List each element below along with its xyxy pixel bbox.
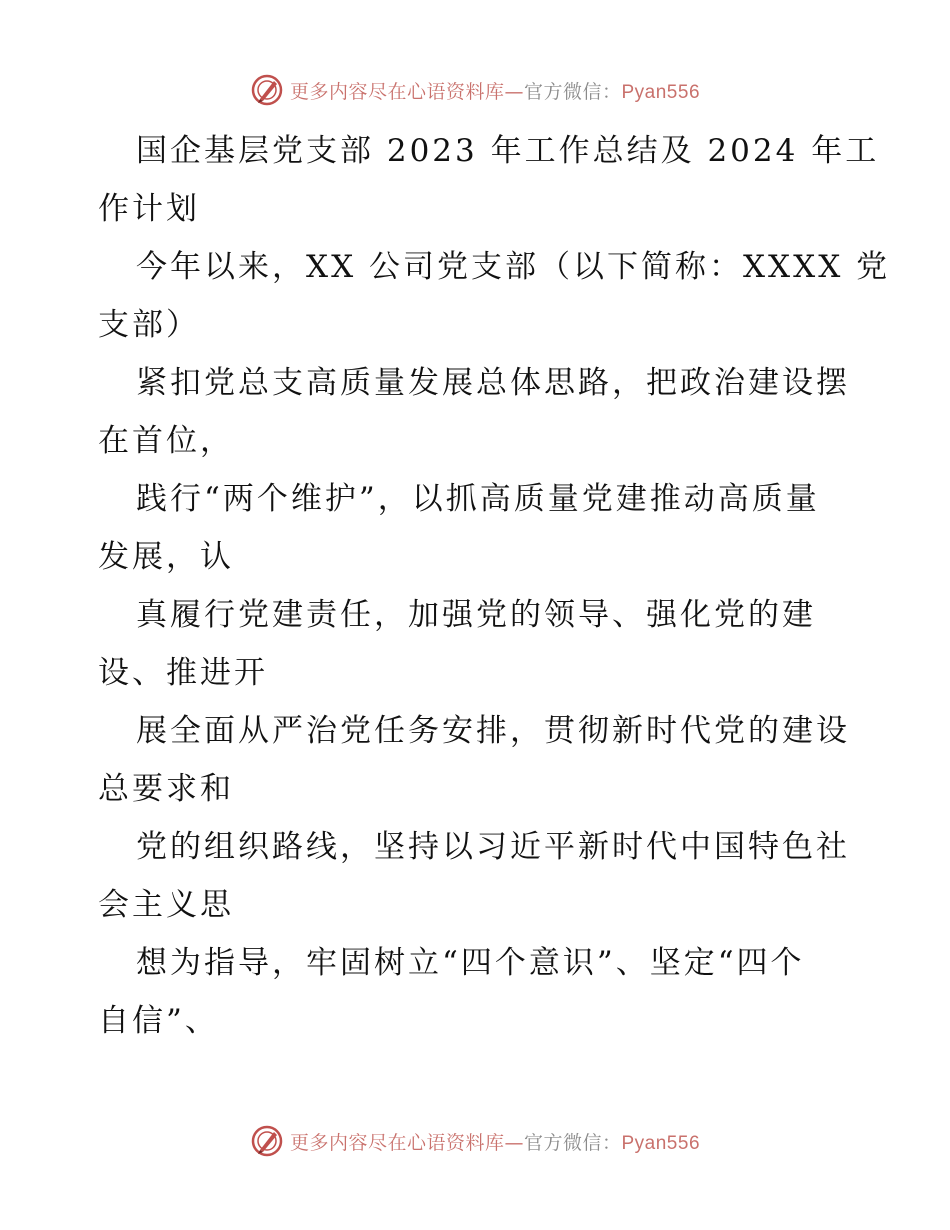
watermark-group — [250, 1124, 700, 1158]
watermark-text — [290, 77, 700, 104]
paragraph-line-start: 真履行党建责任，加强党的领导、强化党的建 — [136, 597, 816, 633]
watermark-wechat-id: Pyan556 — [621, 1132, 701, 1154]
paragraph-line-continuation: 发展，认 — [98, 539, 234, 575]
paragraph-line-start: 践行“两个维护”，以抓高质量党建推动高质量 — [136, 481, 820, 517]
footer-watermark — [0, 1121, 950, 1161]
watermark-wechat-id: Pyan556 — [621, 81, 701, 103]
watermark-main-text: 更多内容尽在心语资料库 — [289, 80, 505, 103]
watermark-main-text: 更多内容尽在心语资料库 — [289, 1131, 505, 1154]
paragraph-line-continuation: 作计划 — [98, 191, 200, 227]
pen-logo-icon — [250, 1124, 284, 1158]
watermark-dash: — — [504, 80, 524, 103]
watermark-dash: — — [504, 1131, 524, 1154]
paragraph-line-continuation: 自信”、 — [98, 1003, 219, 1039]
paragraph-line-continuation: 总要求和 — [98, 771, 234, 807]
document-body — [98, 122, 891, 1050]
header-watermark — [0, 70, 950, 110]
paragraph-line-continuation: 在首位， — [98, 423, 234, 459]
pen-logo-icon — [250, 73, 284, 107]
paragraph-line-continuation: 会主义思 — [98, 887, 234, 923]
watermark-official-label: 官方微信： — [523, 1131, 622, 1154]
watermark-group — [250, 73, 700, 107]
paragraph-line-start: 紧扣党总支高质量发展总体思路，把政治建设摆 — [136, 365, 850, 401]
paragraph-line-start: 展全面从严治党任务安排，贯彻新时代党的建设 — [136, 713, 850, 749]
paragraph-line-continuation: 支部） — [98, 307, 200, 343]
paragraph-line-start: 今年以来，XX 公司党支部（以下简称：XXXX 党 — [136, 249, 891, 285]
paragraph-line-continuation: 设、推进开 — [98, 655, 268, 691]
watermark-official-label: 官方微信： — [523, 80, 622, 103]
paragraph-line-start: 想为指导，牢固树立“四个意识”、坚定“四个 — [136, 945, 805, 981]
paragraph-line-start: 党的组织路线，坚持以习近平新时代中国特色社 — [136, 829, 850, 865]
watermark-text — [290, 1128, 700, 1155]
paragraph-line-start: 国企基层党支部 2023 年工作总结及 2024 年工 — [136, 133, 880, 169]
